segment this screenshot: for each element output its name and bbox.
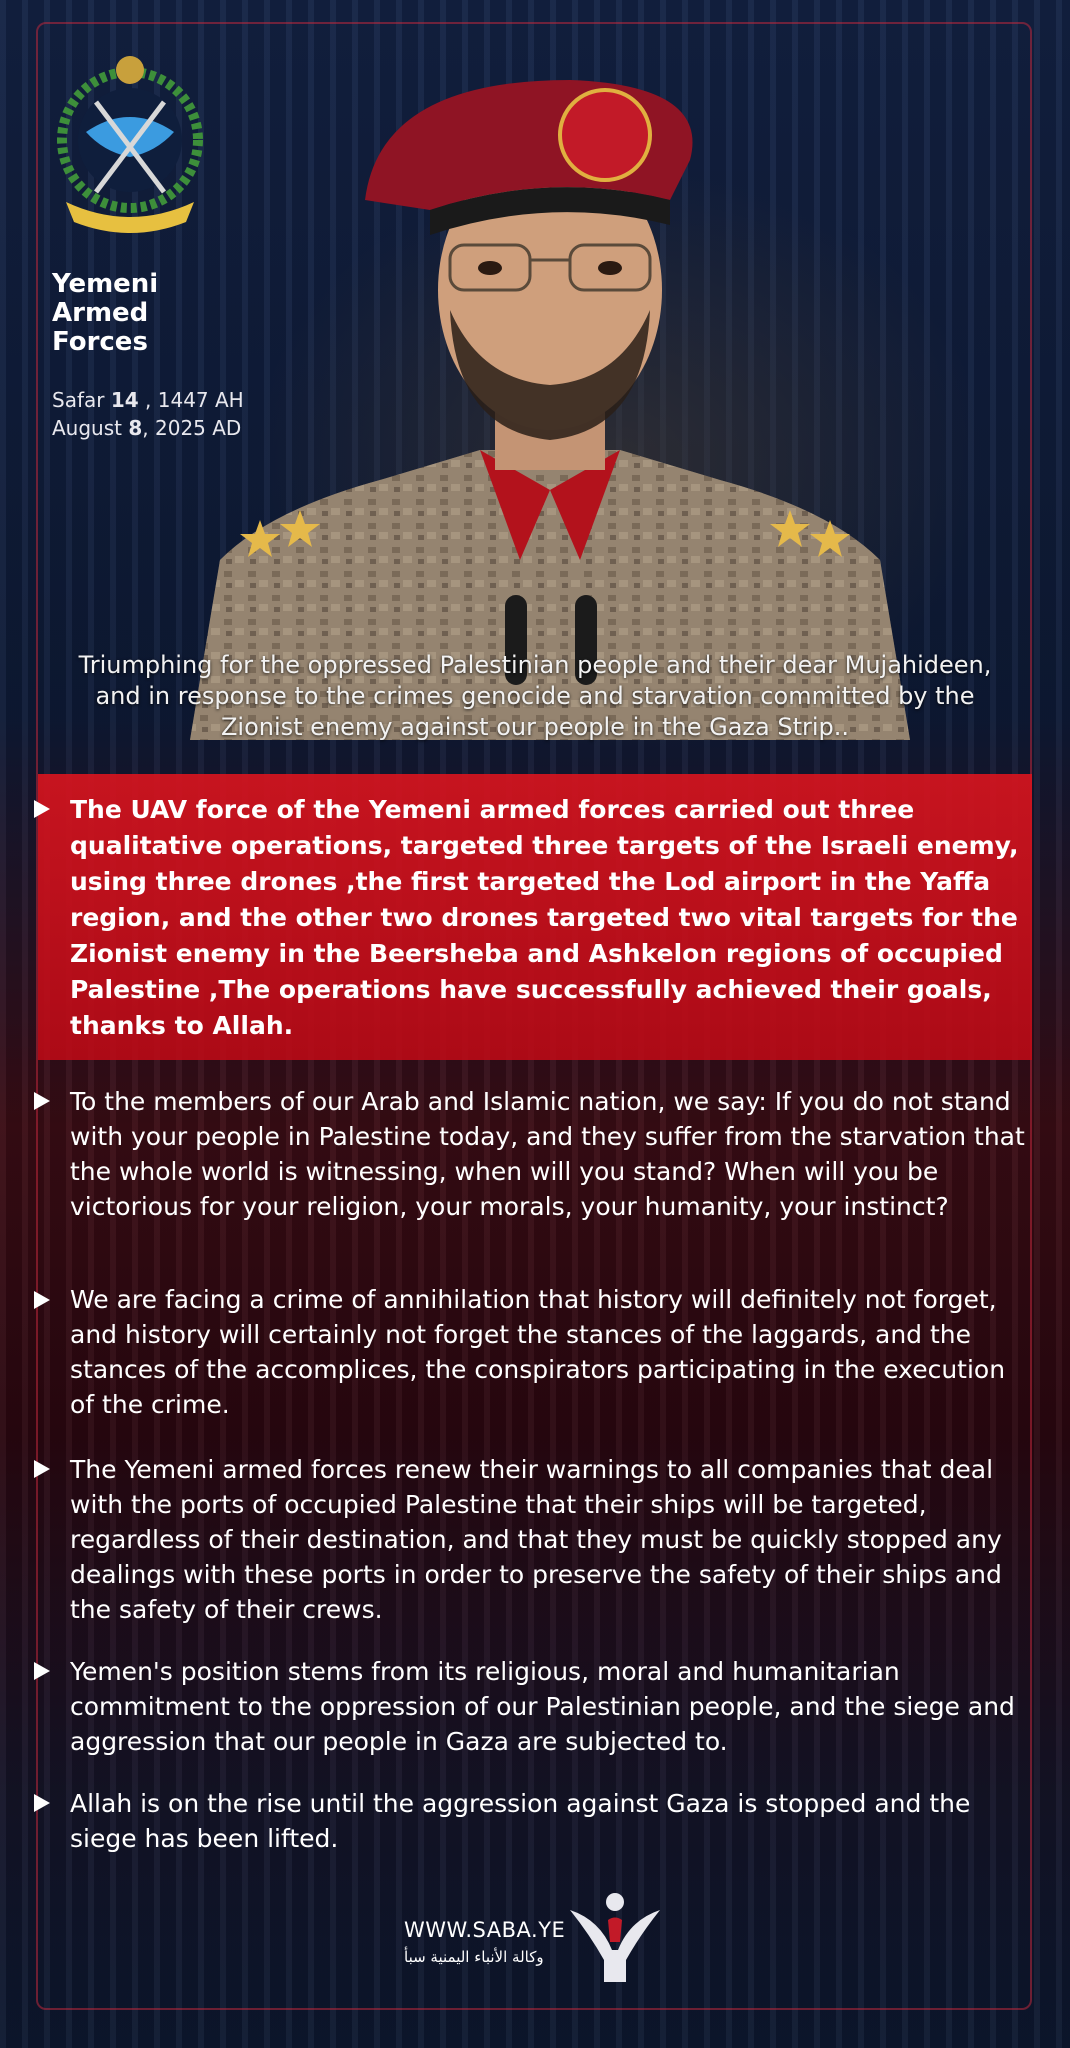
bullet-arrow-icon	[34, 1092, 50, 1110]
bullet-text: We are facing a crime of annihilation that history will definitely not forget, and history will certainly not forget the stances of the laggards, and the stances of the accomplices, the conspirators participating in the execution of the crime.	[70, 1285, 1006, 1419]
brand-title-line: Yemeni	[52, 269, 159, 299]
footer-agency-name: وكالة الأنباء اليمنية سبأ	[404, 1948, 544, 1966]
brand-title-line: Forces	[52, 327, 148, 357]
yemen-armed-forces-emblem	[46, 52, 214, 242]
bullet-arrow-icon	[34, 1460, 50, 1478]
hijri-month: Safar	[52, 388, 111, 412]
hijri-year: , 1447 AH	[138, 388, 244, 412]
bullet-text: The UAV force of the Yemeni armed forces carried out three qualitative operations, targeted three targets of the Israeli enemy, using three drones ,the first targeted the Lod airport in the Yaffa region, and the other two drones targeted two vital targets for the Zionist enemy in the Beersheba and Ashkelon regions of occupied Palestine ,The operations have successfully achieved their goals, thanks to Allah.	[70, 795, 1019, 1040]
greg-year: , 2025 AD	[142, 416, 242, 440]
footer-url: WWW.SABA.YE	[404, 1918, 566, 1942]
intro-text: Triumphing for the oppressed Palestinian people and their dear Mujahideen, and in response to the crimes genocide and starvation committed by the Zionist enemy against our people in the Gaza Strip..	[78, 651, 992, 741]
bullet-arrow-icon	[34, 1662, 50, 1680]
bullet-arrow-icon	[34, 1794, 50, 1812]
saba-eagle-logo	[560, 1880, 670, 1990]
bullet-text: Yemen's position stems from its religious, moral and humanitarian commitment to the oppression of our Palestinian people, and the siege and aggression that our people in Gaza are subjected to.	[70, 1657, 1015, 1756]
greg-month: August	[52, 416, 129, 440]
hijri-date	[52, 386, 244, 414]
bullet-text: Allah is on the rise until the aggression against Gaza is stopped and the siege has been lifted.	[70, 1789, 971, 1853]
bullet-text: To the members of our Arab and Islamic nation, we say: If you do not stand with your people in Palestine today, and they suffer from the starvation that the whole world is witnessing, when will you stand? When will you be victorious for your religion, your morals, your humanity, your instinct?	[70, 1087, 1025, 1221]
date-block	[52, 386, 244, 442]
brand-title	[52, 270, 252, 357]
bullet-text: The Yemeni armed forces renew their warnings to all companies that deal with the ports of occupied Palestine that their ships will be targeted, regardless of their destination, and that they must be quickly stopped any dealings with these ports in order to preserve the safety of their ships and the safety of their crews.	[70, 1455, 1002, 1624]
brand-title-line: Armed	[52, 298, 149, 328]
gregorian-date	[52, 414, 244, 442]
greg-day: 8	[128, 416, 143, 440]
bullet-arrow-icon	[34, 1291, 50, 1309]
hijri-day: 14	[110, 388, 139, 412]
bullet-arrow-icon	[34, 800, 50, 818]
